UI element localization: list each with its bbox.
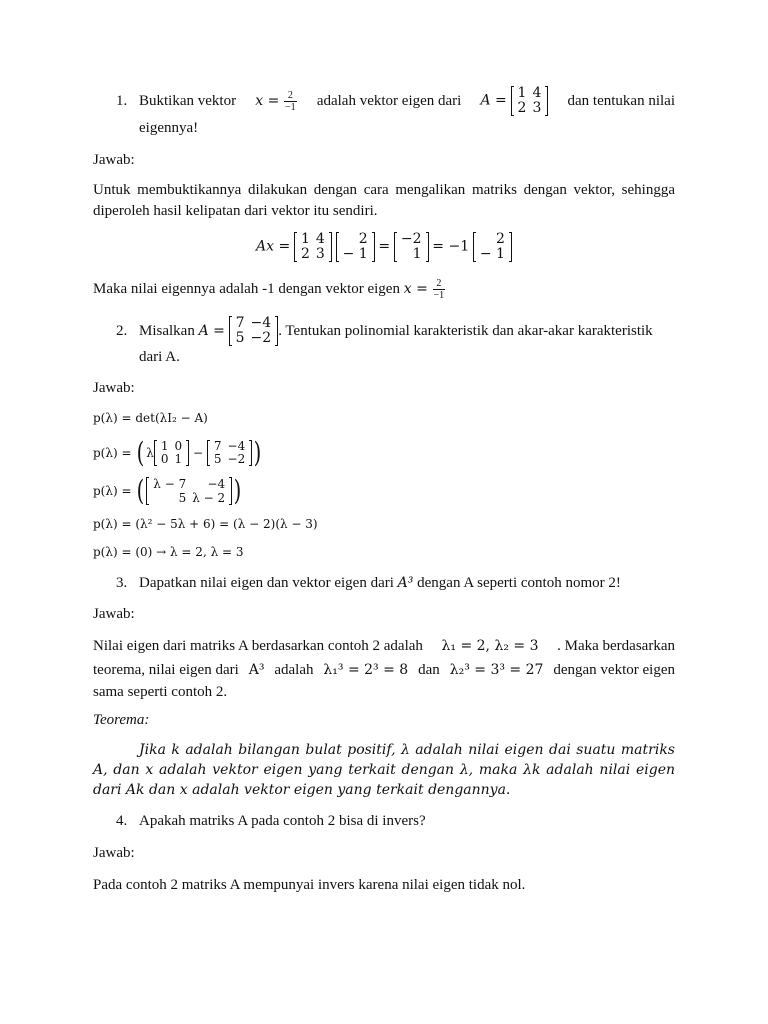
- answer-label: Jawab:: [93, 845, 135, 861]
- answer-1-equation: Ax = 1 4 2 3 2 − 1 = −2 1 = −1 2 − 1: [93, 232, 675, 266]
- answer-2-line-3: p(λ) = ( λ − 7 −4 5 λ − 2 ): [93, 474, 242, 507]
- matrix-a: 7 −4 5 −2: [207, 440, 252, 466]
- question-text: dan tentukan nilai: [567, 92, 675, 109]
- matrix-a: 7 −4 5 −2: [229, 316, 279, 346]
- theorem-body: Jika k adalah bilangan bulat positif, λ adalah nilai eigen dai suatu matriks A, dan x adalah vektor eigen yang terkait dengan λ, maka λk adalah nilai eigen dari Ak dan x adalah vektor eigen yang terkait dengannya.: [93, 742, 675, 798]
- matrix-definition: A = 1 4 2 3: [480, 86, 548, 116]
- question-text: Buktikan vektor: [139, 92, 237, 109]
- question-1: [93, 86, 675, 116]
- question-text: adalah vektor eigen dari: [316, 92, 462, 109]
- answer-label: Jawab:: [93, 380, 135, 396]
- answer-2-line-1: p(λ) = det(λI₂ − A): [93, 411, 208, 425]
- identity-matrix: 1 0 0 1: [154, 440, 189, 466]
- answer-1-conclusion: Maka nilai eigennya adalah -1 dengan vektor eigen x = $\frac{2}{-1}$: [93, 278, 445, 301]
- answer-label: Jawab:: [93, 152, 135, 168]
- answer-2-line-4: p(λ) = (λ² − 5λ + 6) = (λ − 2)(λ − 3): [93, 517, 318, 531]
- answer-1-paragraph: Untuk membuktikannya dilakukan dengan cara mengalikan matriks dengan vektor, sehingga diperoleh hasil kelipatan dari vektor itu sendiri.: [93, 182, 675, 219]
- matrix-a: 1 4 2 3: [294, 232, 332, 262]
- answer-3-paragraph: Nilai eigen dari matriks A berdasarkan contoh 2 adalah λ₁ = 2, λ₂ = 3 . Maka berdasarkan teorema, nilai eigen dari A³ adalah λ₁³ = 2³ = 8 dan λ₂³ = 3³ = 27 dengan vektor eigen sama seperti contoh 2.: [93, 638, 675, 700]
- answer-2-line-2: p(λ) = ( λ 1 0 0 1 − 7 −4 5 −2 ): [93, 436, 262, 469]
- vector-definition: x = $\frac{2}{-1}$: [255, 89, 296, 113]
- theorem-label: Teorema:: [93, 712, 150, 728]
- characteristic-matrix: λ − 7 −4 5 λ − 2: [146, 477, 232, 505]
- vector-x: 2 − 1: [336, 232, 375, 262]
- question-number: 1.: [116, 93, 128, 109]
- vector-x: 2 − 1: [473, 232, 512, 262]
- document-page: 1. Buktikan vektor x = $\frac{2}{-1}$ adalah vektor eigen dari A = 1 4 2 3 dan tentukan nilai eigennya! Jawab: Untuk membuktikannya dilakukan dengan cara mengalikan matriks dengan vektor, sehingga diperoleh hasil kelipatan dari vektor itu sendiri. Ax = 1 4 2 3 2 − 1 = −2 1 = −1 2 − 1 Maka nilai eigennya adalah -1 dengan vektor eigen x = $\frac{2}{-1}$ 2. Misalkan A = 7 −4 5 −2 . Tentukan polinomial karakteristik dan akar-akar karakteristik dari A. Jawab: p(λ) = det(λI₂ − A) p(λ) = ( λ 1 0 0 1 − 7 −4 5 −2 ) p(λ) = ( λ − 7 −4 5 λ − 2 ) p(λ) = (λ² − 5λ + 6) = (λ − 2)(λ − 3) p(λ) = (0) → λ = 2, λ = 3 3. Dapatkan nilai eigen dan vektor eigen dari A³ dengan A seperti contoh nomor 2! Jawab: Nilai eigen dari matriks A berdasarkan contoh 2 adalah λ₁ = 2, λ₂ = 3 . Maka berdasarkan teorema, nilai eigen dari A³ adalah λ₁³ = 2³ = 8 dan λ₂³ = 3³ = 27 dengan vektor eigen sama seperti contoh 2. Teorema: Jika k adalah bilangan bulat positif, λ adalah nilai eigen dai suatu matriks A, dan x adalah vektor eigen yang terkait dengan λ, maka λk adalah nilai eigen dari Ak dan x adalah vektor eigen yang terkait dengannya. 4. Apakah matriks A pada contoh 2 bisa di invers? Jawab: Pada contoh 2 matriks A mempunyai invers karena nilai eigen tidak nol.: [93, 0, 675, 1024]
- answer-4-text: Pada contoh 2 matriks A mempunyai invers karena nilai eigen tidak nol.: [93, 877, 526, 893]
- matrix-a: 1 4 2 3: [511, 86, 549, 116]
- result-vector: −2 1: [394, 232, 429, 262]
- answer-label: Jawab:: [93, 606, 135, 622]
- question-2: 2. Misalkan A = 7 −4 5 −2 . Tentukan polinomial karakteristik dan akar-akar karakteristik: [116, 315, 653, 346]
- answer-2-line-5: p(λ) = (0) → λ = 2, λ = 3: [93, 545, 244, 559]
